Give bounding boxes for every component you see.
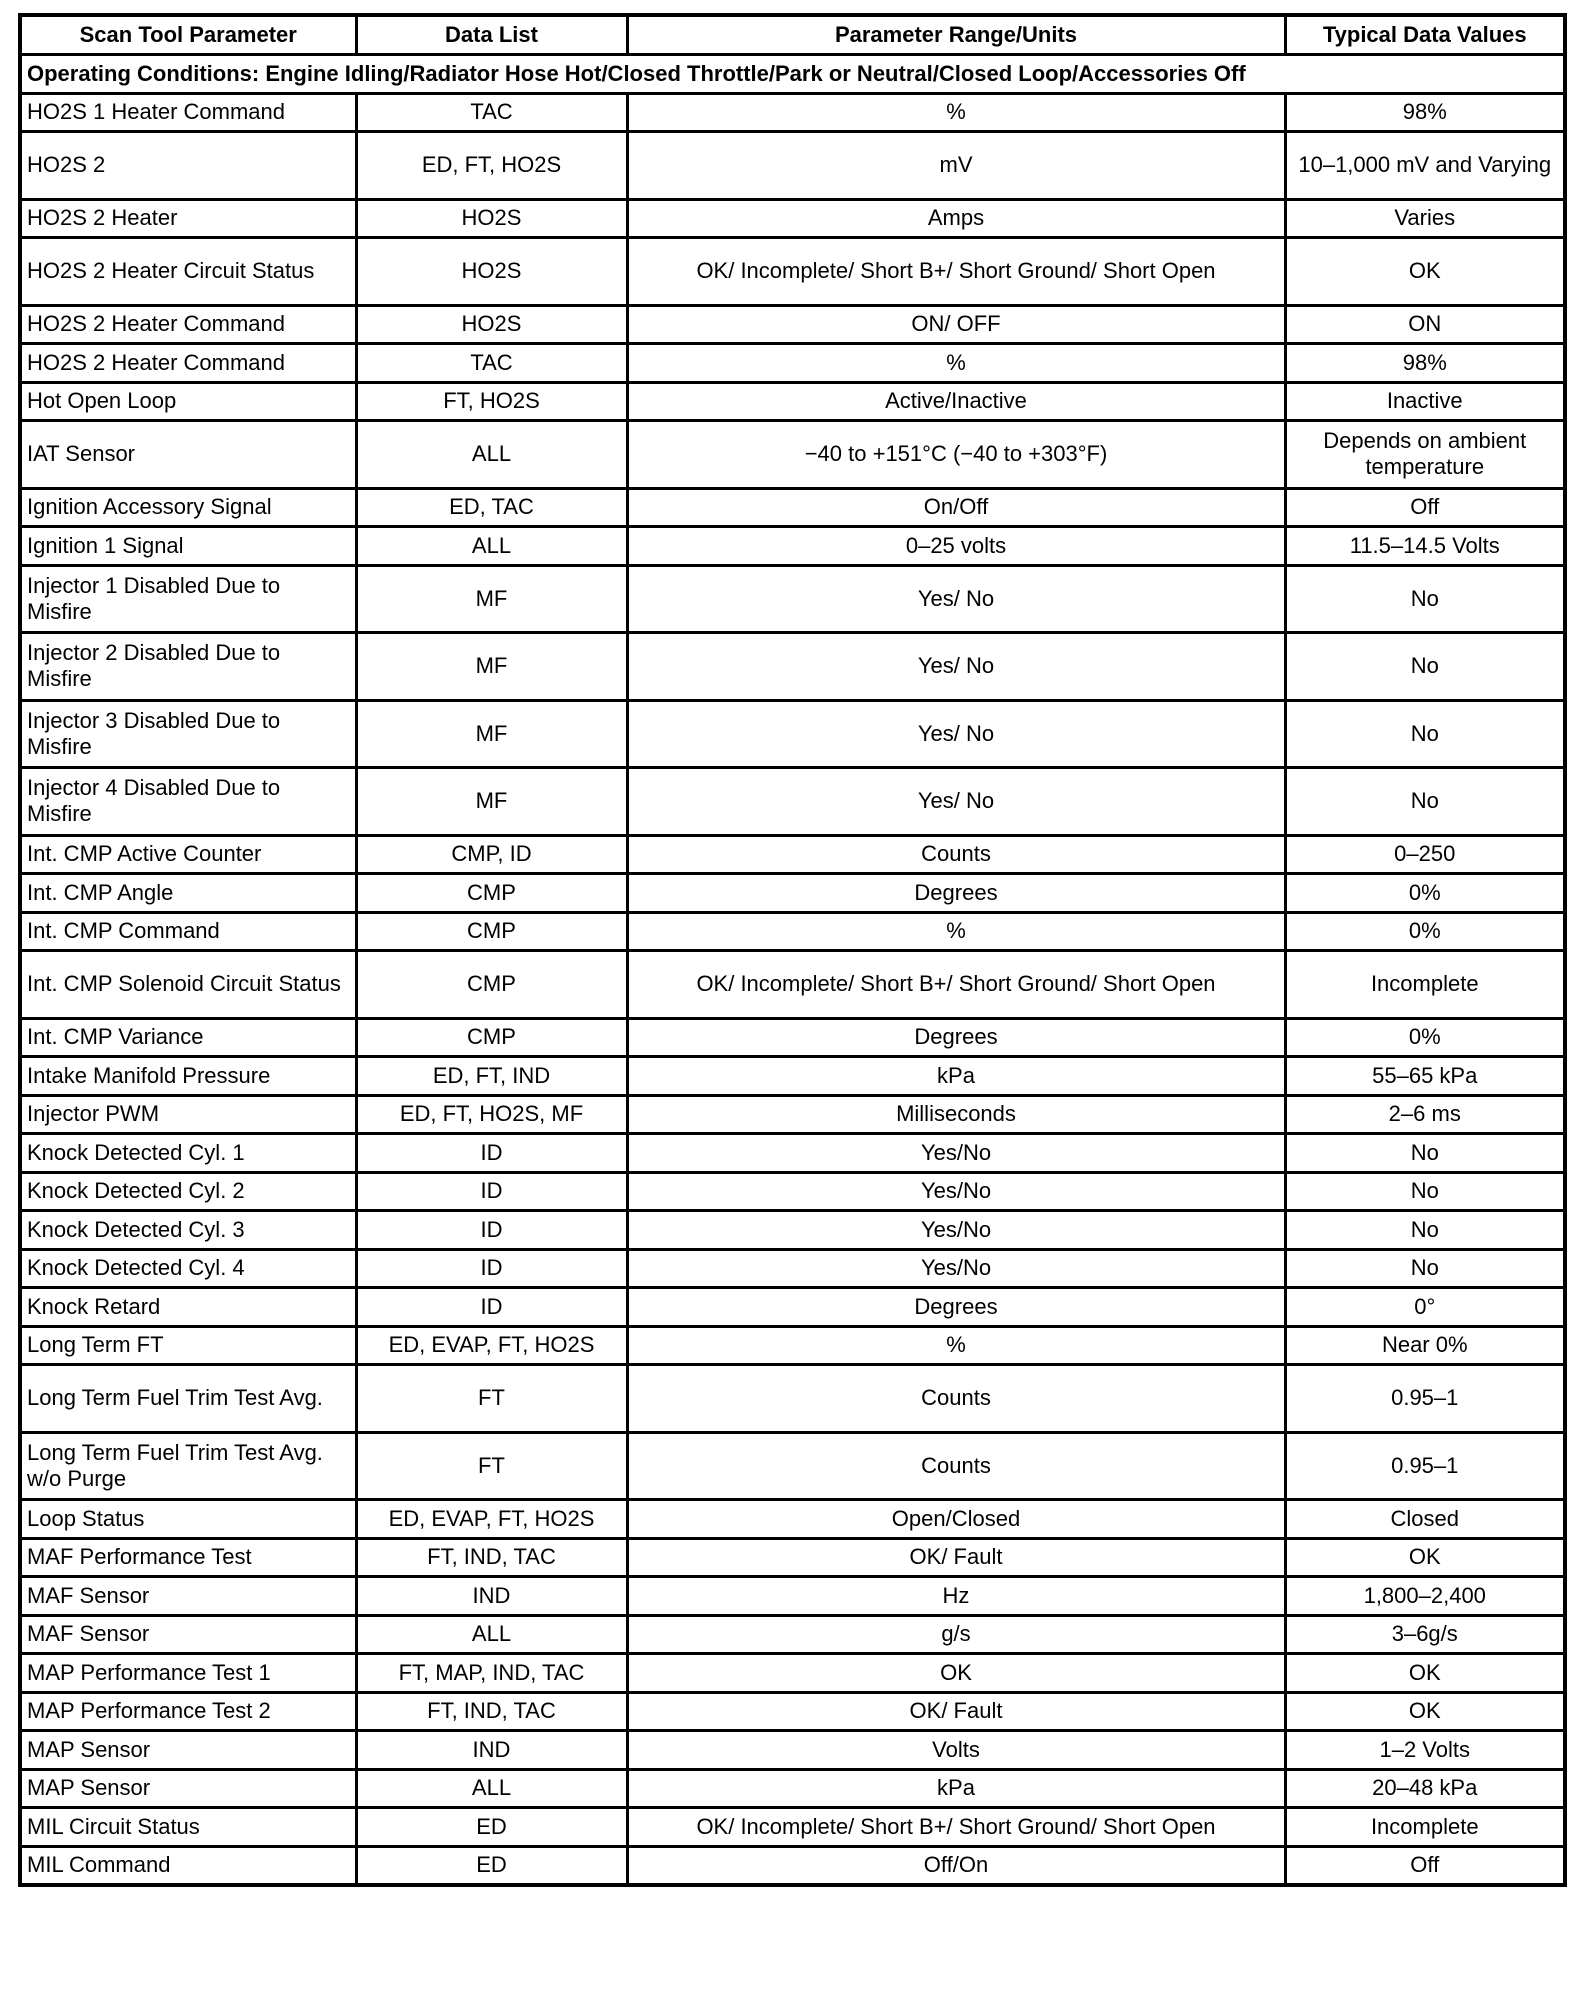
- table-row: [20, 1018, 1565, 1057]
- range-units-cell: Off/On: [627, 1846, 1285, 1885]
- data-list-cell: ED: [356, 1808, 627, 1847]
- parameter-cell: Ignition 1 Signal: [20, 527, 356, 566]
- data-list-cell: HO2S: [356, 199, 627, 238]
- header-typical-values: Typical Data Values: [1285, 15, 1565, 55]
- table-row: [20, 1731, 1565, 1770]
- range-units-cell: Counts: [627, 835, 1285, 874]
- range-units-cell: Degrees: [627, 1018, 1285, 1057]
- typical-value-cell: No: [1285, 1134, 1565, 1173]
- data-list-cell: HO2S: [356, 238, 627, 306]
- table-row: [20, 199, 1565, 238]
- header-range-units: Parameter Range/Units: [627, 15, 1285, 55]
- table-row: [20, 1365, 1565, 1433]
- range-units-cell: On/Off: [627, 488, 1285, 527]
- range-units-cell: Milliseconds: [627, 1095, 1285, 1134]
- range-units-cell: Counts: [627, 1432, 1285, 1500]
- typical-value-cell: OK: [1285, 238, 1565, 306]
- header-row: [20, 15, 1565, 55]
- range-units-cell: −40 to +151°C (−40 to +303°F): [627, 421, 1285, 489]
- typical-value-cell: 1,800–2,400: [1285, 1577, 1565, 1616]
- parameter-cell: Int. CMP Angle: [20, 874, 356, 913]
- typical-value-cell: 55–65 kPa: [1285, 1057, 1565, 1096]
- parameter-cell: Int. CMP Active Counter: [20, 835, 356, 874]
- table-row: [20, 1615, 1565, 1654]
- range-units-cell: %: [627, 1326, 1285, 1365]
- parameter-cell: Intake Manifold Pressure: [20, 1057, 356, 1096]
- table-row: [20, 835, 1565, 874]
- range-units-cell: %: [627, 93, 1285, 132]
- data-list-cell: CMP: [356, 912, 627, 951]
- range-units-cell: OK: [627, 1654, 1285, 1693]
- table-row: [20, 238, 1565, 306]
- parameter-cell: MAP Sensor: [20, 1731, 356, 1770]
- range-units-cell: %: [627, 344, 1285, 383]
- parameter-cell: Long Term Fuel Trim Test Avg. w/o Purge: [20, 1432, 356, 1500]
- typical-value-cell: Near 0%: [1285, 1326, 1565, 1365]
- typical-value-cell: ON: [1285, 305, 1565, 344]
- typical-value-cell: No: [1285, 565, 1565, 633]
- data-list-cell: ID: [356, 1134, 627, 1173]
- table-row: [20, 1095, 1565, 1134]
- data-list-cell: IND: [356, 1731, 627, 1770]
- range-units-cell: Yes/ No: [627, 633, 1285, 701]
- typical-value-cell: Varies: [1285, 199, 1565, 238]
- typical-value-cell: 98%: [1285, 344, 1565, 383]
- typical-value-cell: 2–6 ms: [1285, 1095, 1565, 1134]
- parameter-cell: Int. CMP Variance: [20, 1018, 356, 1057]
- typical-value-cell: Closed: [1285, 1500, 1565, 1539]
- parameter-cell: MAP Performance Test 1: [20, 1654, 356, 1693]
- range-units-cell: ON/ OFF: [627, 305, 1285, 344]
- range-units-cell: OK/ Incomplete/ Short B+/ Short Ground/ Short Open: [627, 238, 1285, 306]
- typical-value-cell: 0.95–1: [1285, 1365, 1565, 1433]
- data-list-cell: CMP: [356, 1018, 627, 1057]
- parameter-cell: HO2S 2 Heater Command: [20, 305, 356, 344]
- typical-value-cell: 0°: [1285, 1288, 1565, 1327]
- data-list-cell: FT, IND, TAC: [356, 1538, 627, 1577]
- data-list-cell: IND: [356, 1577, 627, 1616]
- table-row: [20, 132, 1565, 200]
- table-row: [20, 382, 1565, 421]
- table-row: [20, 1249, 1565, 1288]
- data-list-cell: ED, FT, HO2S: [356, 132, 627, 200]
- range-units-cell: OK/ Incomplete/ Short B+/ Short Ground/ Short Open: [627, 951, 1285, 1019]
- table-row: [20, 951, 1565, 1019]
- data-list-cell: MF: [356, 768, 627, 836]
- data-list-cell: CMP, ID: [356, 835, 627, 874]
- range-units-cell: kPa: [627, 1057, 1285, 1096]
- table-row: [20, 1134, 1565, 1173]
- typical-value-cell: Off: [1285, 488, 1565, 527]
- typical-value-cell: OK: [1285, 1654, 1565, 1693]
- range-units-cell: Yes/ No: [627, 700, 1285, 768]
- data-list-cell: ALL: [356, 527, 627, 566]
- data-list-cell: MF: [356, 565, 627, 633]
- typical-value-cell: No: [1285, 1249, 1565, 1288]
- table-row: [20, 1808, 1565, 1847]
- operating-conditions-row: [20, 55, 1565, 94]
- range-units-cell: Amps: [627, 199, 1285, 238]
- data-list-cell: ALL: [356, 1615, 627, 1654]
- table-row: [20, 565, 1565, 633]
- typical-value-cell: 0%: [1285, 874, 1565, 913]
- typical-value-cell: Inactive: [1285, 382, 1565, 421]
- table-row: [20, 1654, 1565, 1693]
- parameter-cell: MAF Sensor: [20, 1577, 356, 1616]
- table-row: [20, 93, 1565, 132]
- header-parameter: Scan Tool Parameter: [20, 15, 356, 55]
- table-row: [20, 1288, 1565, 1327]
- data-list-cell: FT: [356, 1432, 627, 1500]
- parameter-cell: MAF Performance Test: [20, 1538, 356, 1577]
- data-list-cell: CMP: [356, 951, 627, 1019]
- typical-value-cell: No: [1285, 1211, 1565, 1250]
- typical-value-cell: 20–48 kPa: [1285, 1769, 1565, 1808]
- table-row: [20, 1500, 1565, 1539]
- data-list-cell: ALL: [356, 1769, 627, 1808]
- range-units-cell: OK/ Fault: [627, 1538, 1285, 1577]
- data-list-cell: ED, FT, HO2S, MF: [356, 1095, 627, 1134]
- table-row: [20, 700, 1565, 768]
- range-units-cell: Yes/ No: [627, 565, 1285, 633]
- parameter-cell: Knock Detected Cyl. 1: [20, 1134, 356, 1173]
- parameter-cell: Int. CMP Solenoid Circuit Status: [20, 951, 356, 1019]
- range-units-cell: Counts: [627, 1365, 1285, 1433]
- table-row: [20, 1846, 1565, 1885]
- table-row: [20, 874, 1565, 913]
- parameter-cell: MIL Command: [20, 1846, 356, 1885]
- data-list-cell: HO2S: [356, 305, 627, 344]
- range-units-cell: OK/ Fault: [627, 1692, 1285, 1731]
- range-units-cell: Hz: [627, 1577, 1285, 1616]
- table-row: [20, 1172, 1565, 1211]
- parameter-cell: Knock Detected Cyl. 3: [20, 1211, 356, 1250]
- data-list-cell: FT, MAP, IND, TAC: [356, 1654, 627, 1693]
- parameter-cell: HO2S 1 Heater Command: [20, 93, 356, 132]
- data-list-cell: ID: [356, 1288, 627, 1327]
- data-list-cell: ED, EVAP, FT, HO2S: [356, 1500, 627, 1539]
- parameter-cell: Long Term Fuel Trim Test Avg.: [20, 1365, 356, 1433]
- data-list-cell: MF: [356, 700, 627, 768]
- header-data-list: Data List: [356, 15, 627, 55]
- typical-value-cell: 0.95–1: [1285, 1432, 1565, 1500]
- parameter-cell: HO2S 2 Heater Circuit Status: [20, 238, 356, 306]
- parameter-cell: Loop Status: [20, 1500, 356, 1539]
- range-units-cell: OK/ Incomplete/ Short B+/ Short Ground/ Short Open: [627, 1808, 1285, 1847]
- data-list-cell: ALL: [356, 421, 627, 489]
- parameter-cell: HO2S 2 Heater Command: [20, 344, 356, 383]
- parameter-cell: Injector 3 Disabled Due to Misfire: [20, 700, 356, 768]
- typical-value-cell: OK: [1285, 1692, 1565, 1731]
- parameter-cell: MAF Sensor: [20, 1615, 356, 1654]
- parameter-cell: Injector 1 Disabled Due to Misfire: [20, 565, 356, 633]
- table-row: [20, 344, 1565, 383]
- data-list-cell: ED, TAC: [356, 488, 627, 527]
- table-row: [20, 1769, 1565, 1808]
- table-row: [20, 305, 1565, 344]
- table-row: [20, 1538, 1565, 1577]
- parameter-cell: Injector 2 Disabled Due to Misfire: [20, 633, 356, 701]
- data-list-cell: ID: [356, 1172, 627, 1211]
- range-units-cell: 0–25 volts: [627, 527, 1285, 566]
- parameter-cell: Knock Retard: [20, 1288, 356, 1327]
- data-list-cell: FT: [356, 1365, 627, 1433]
- typical-value-cell: OK: [1285, 1538, 1565, 1577]
- parameter-cell: HO2S 2 Heater: [20, 199, 356, 238]
- typical-value-cell: 98%: [1285, 93, 1565, 132]
- parameter-cell: Injector PWM: [20, 1095, 356, 1134]
- parameter-cell: MIL Circuit Status: [20, 1808, 356, 1847]
- parameter-cell: Long Term FT: [20, 1326, 356, 1365]
- parameter-cell: Knock Detected Cyl. 4: [20, 1249, 356, 1288]
- table-row: [20, 1057, 1565, 1096]
- typical-value-cell: 10–1,000 mV and Varying: [1285, 132, 1565, 200]
- range-units-cell: Active/Inactive: [627, 382, 1285, 421]
- range-units-cell: Yes/No: [627, 1134, 1285, 1173]
- typical-value-cell: Off: [1285, 1846, 1565, 1885]
- data-list-cell: ID: [356, 1211, 627, 1250]
- data-list-cell: FT, HO2S: [356, 382, 627, 421]
- typical-value-cell: 11.5–14.5 Volts: [1285, 527, 1565, 566]
- typical-value-cell: 3–6g/s: [1285, 1615, 1565, 1654]
- range-units-cell: Yes/No: [627, 1211, 1285, 1250]
- range-units-cell: %: [627, 912, 1285, 951]
- parameter-cell: Hot Open Loop: [20, 382, 356, 421]
- parameter-cell: HO2S 2: [20, 132, 356, 200]
- range-units-cell: Degrees: [627, 874, 1285, 913]
- data-list-cell: ED, FT, IND: [356, 1057, 627, 1096]
- typical-value-cell: 1–2 Volts: [1285, 1731, 1565, 1770]
- parameter-cell: MAP Sensor: [20, 1769, 356, 1808]
- range-units-cell: Open/Closed: [627, 1500, 1285, 1539]
- data-list-cell: MF: [356, 633, 627, 701]
- range-units-cell: kPa: [627, 1769, 1285, 1808]
- table-row: [20, 1432, 1565, 1500]
- parameter-cell: IAT Sensor: [20, 421, 356, 489]
- typical-value-cell: No: [1285, 1172, 1565, 1211]
- table-row: [20, 1326, 1565, 1365]
- typical-value-cell: 0%: [1285, 1018, 1565, 1057]
- parameter-cell: MAP Performance Test 2: [20, 1692, 356, 1731]
- typical-value-cell: Incomplete: [1285, 951, 1565, 1019]
- data-list-cell: FT, IND, TAC: [356, 1692, 627, 1731]
- typical-value-cell: No: [1285, 633, 1565, 701]
- typical-value-cell: No: [1285, 700, 1565, 768]
- range-units-cell: g/s: [627, 1615, 1285, 1654]
- scan-tool-data-table: [18, 13, 1567, 1887]
- table-row: [20, 633, 1565, 701]
- range-units-cell: Yes/No: [627, 1172, 1285, 1211]
- table-row: [20, 768, 1565, 836]
- table-row: [20, 1577, 1565, 1616]
- range-units-cell: Yes/No: [627, 1249, 1285, 1288]
- parameter-cell: Ignition Accessory Signal: [20, 488, 356, 527]
- data-list-cell: ID: [356, 1249, 627, 1288]
- typical-value-cell: 0–250: [1285, 835, 1565, 874]
- parameter-cell: Injector 4 Disabled Due to Misfire: [20, 768, 356, 836]
- data-list-cell: CMP: [356, 874, 627, 913]
- range-units-cell: mV: [627, 132, 1285, 200]
- typical-value-cell: Incomplete: [1285, 1808, 1565, 1847]
- data-list-cell: ED: [356, 1846, 627, 1885]
- range-units-cell: Degrees: [627, 1288, 1285, 1327]
- table-row: [20, 1211, 1565, 1250]
- table-row: [20, 912, 1565, 951]
- typical-value-cell: Depends on ambient temperature: [1285, 421, 1565, 489]
- operating-conditions: Operating Conditions: Engine Idling/Radiator Hose Hot/Closed Throttle/Park or Neutral/Closed Loop/Accessories Off: [20, 55, 1565, 94]
- typical-value-cell: No: [1285, 768, 1565, 836]
- parameter-cell: Int. CMP Command: [20, 912, 356, 951]
- data-list-cell: TAC: [356, 93, 627, 132]
- range-units-cell: Yes/ No: [627, 768, 1285, 836]
- parameter-cell: Knock Detected Cyl. 2: [20, 1172, 356, 1211]
- range-units-cell: Volts: [627, 1731, 1285, 1770]
- table-row: [20, 488, 1565, 527]
- table-row: [20, 421, 1565, 489]
- table-row: [20, 1692, 1565, 1731]
- data-list-cell: TAC: [356, 344, 627, 383]
- table-row: [20, 527, 1565, 566]
- data-list-cell: ED, EVAP, FT, HO2S: [356, 1326, 627, 1365]
- typical-value-cell: 0%: [1285, 912, 1565, 951]
